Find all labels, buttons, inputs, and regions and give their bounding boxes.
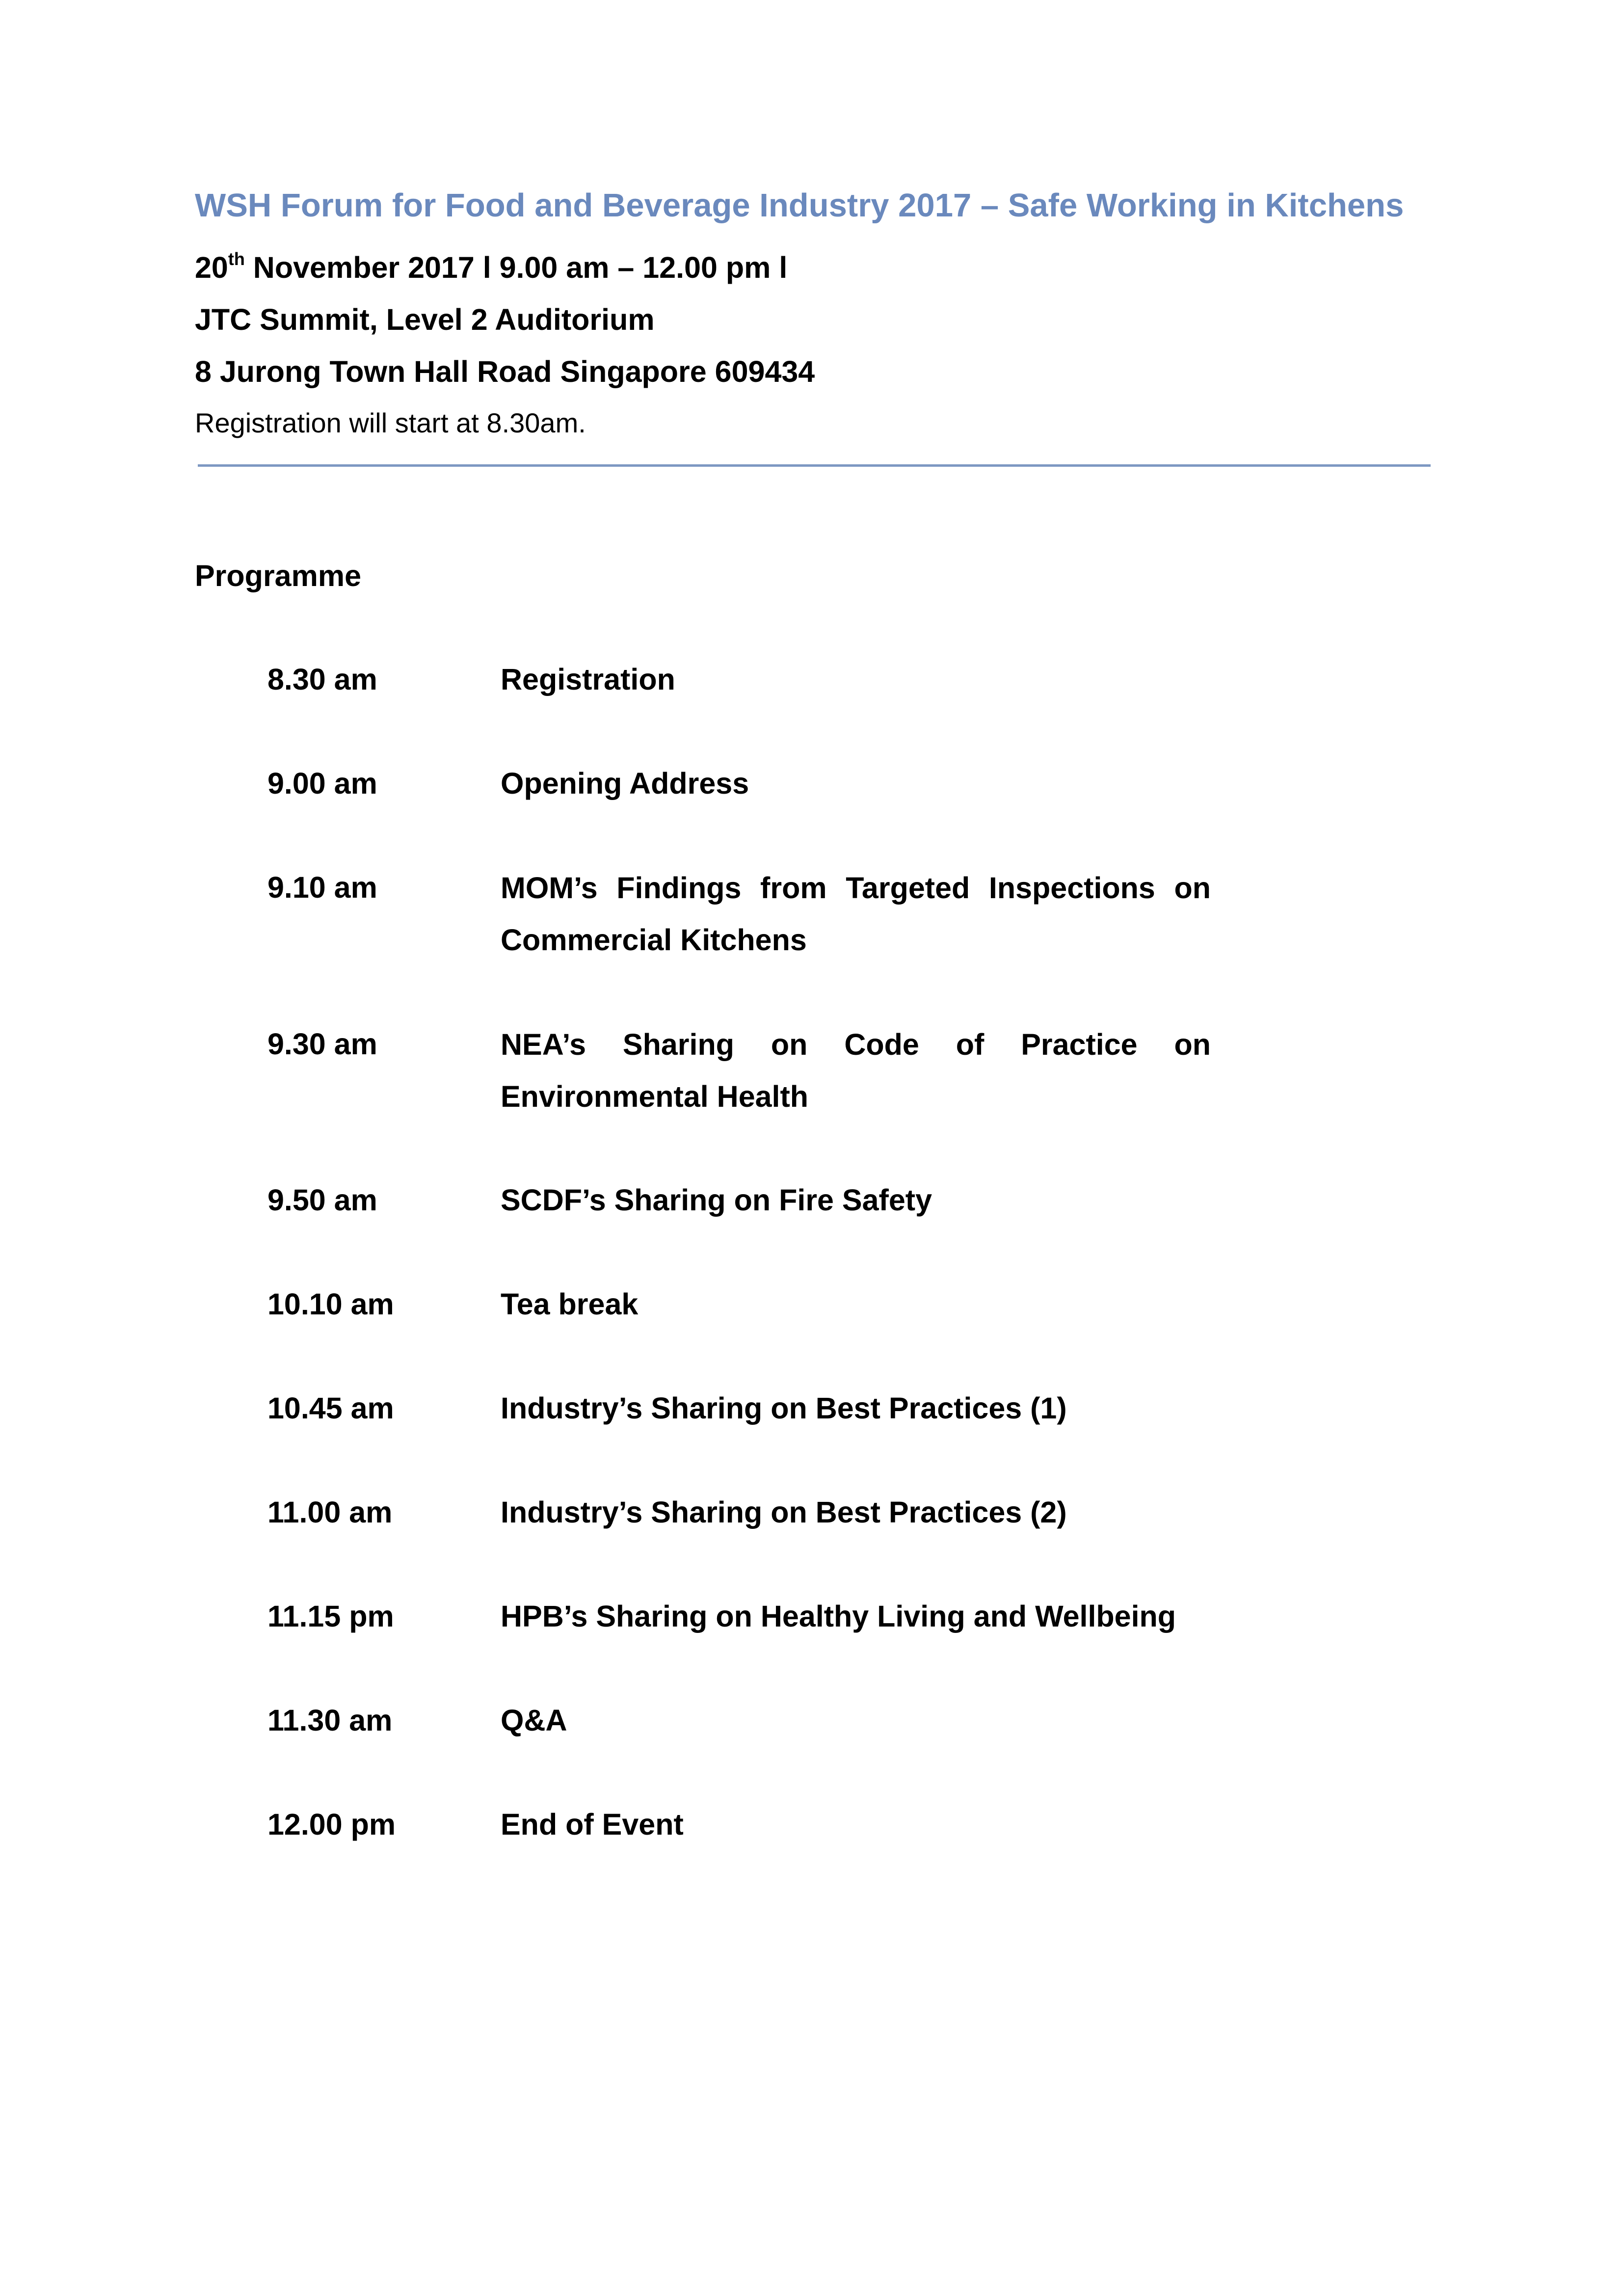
- agenda-time: 8.30 am: [267, 663, 377, 696]
- agenda-time: 9.10 am: [267, 871, 377, 904]
- agenda-title-line-1: NEA’s Sharing on Code of Practice on: [501, 1028, 1211, 1061]
- agenda-title: HPB’s Sharing on Healthy Living and Wellbeing: [501, 1600, 1176, 1633]
- agenda-title-line-2: Commercial Kitchens: [501, 923, 807, 957]
- event-venue: JTC Summit, Level 2 Auditorium: [195, 303, 655, 336]
- agenda-time: 12.00 pm: [267, 1808, 396, 1841]
- agenda-title-line-1: MOM’s Findings from Targeted Inspections on: [501, 871, 1211, 905]
- agenda-title: Industry’s Sharing on Best Practices (1): [501, 1391, 1067, 1425]
- agenda-time: 10.10 am: [267, 1287, 394, 1321]
- agenda-title: SCDF’s Sharing on Fire Safety: [501, 1183, 932, 1217]
- agenda-title: Tea break: [501, 1287, 639, 1321]
- agenda-title: End of Event: [501, 1808, 684, 1841]
- event-title: WSH Forum for Food and Beverage Industry 2017 – Safe Working in Kitchens: [195, 187, 1404, 224]
- date-suffix: th: [228, 249, 245, 269]
- agenda-time: 10.45 am: [267, 1391, 394, 1425]
- agenda-time: 9.30 am: [267, 1027, 377, 1061]
- agenda-time: 11.00 am: [267, 1495, 393, 1529]
- event-address: 8 Jurong Town Hall Road Singapore 609434: [195, 355, 815, 388]
- agenda-title: Registration: [501, 663, 675, 696]
- date-rest: November 2017 l 9.00 am – 12.00 pm l: [244, 251, 788, 284]
- agenda-time: 11.15 pm: [267, 1600, 394, 1633]
- agenda-title: Industry’s Sharing on Best Practices (2): [501, 1495, 1067, 1529]
- agenda-title: Q&A: [501, 1704, 567, 1737]
- programme-heading: Programme: [195, 559, 362, 592]
- header-divider: [198, 464, 1431, 467]
- agenda-title-line-2: Environmental Health: [501, 1080, 809, 1113]
- agenda-time: 9.00 am: [267, 767, 377, 800]
- agenda-title: [501, 862, 1211, 966]
- agenda-time: 11.30 am: [267, 1704, 393, 1737]
- registration-note: Registration will start at 8.30am.: [195, 407, 586, 438]
- agenda-title: Opening Address: [501, 767, 749, 800]
- date-day: 20: [195, 251, 228, 284]
- agenda-title: [501, 1018, 1211, 1122]
- agenda-time: 9.50 am: [267, 1183, 377, 1217]
- event-date-time: [195, 249, 788, 284]
